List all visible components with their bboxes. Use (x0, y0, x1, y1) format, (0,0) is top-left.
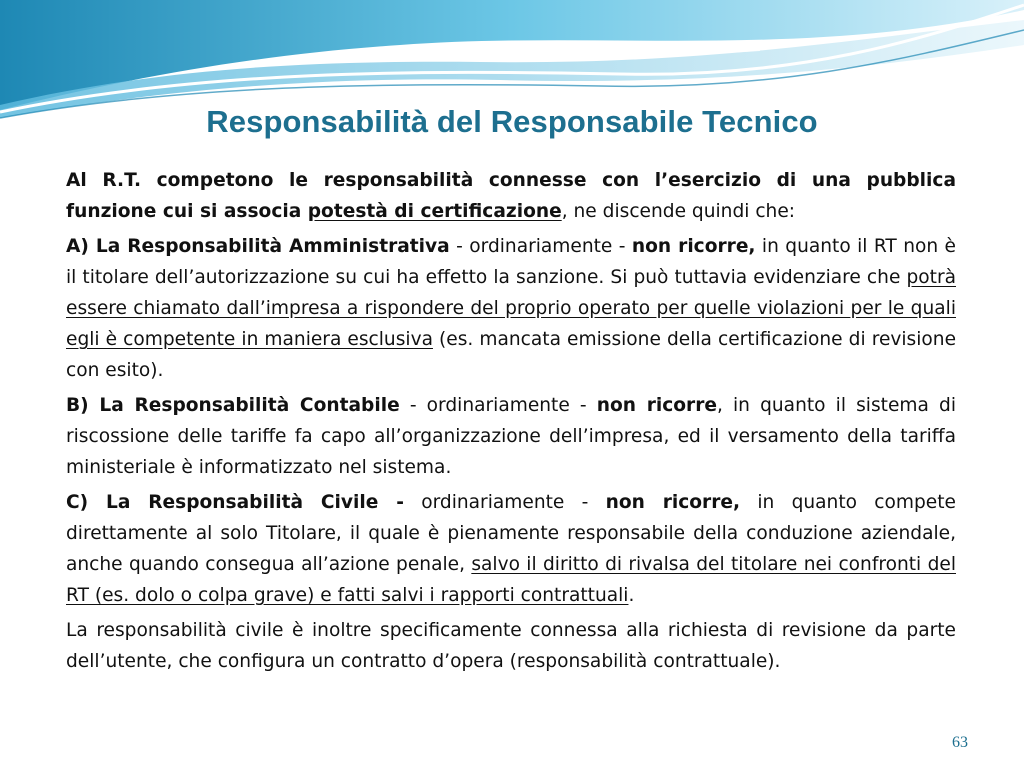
paragraph-a-text: in quanto il RT non è il titolare dell’autorizzazione su cui ha effetto la sanzione. Si può tuttavia evidenziare che (66, 236, 956, 288)
paragraph-c-label: C) La Responsabilità Civile - (66, 492, 404, 513)
paragraph-a-non-ricorre: non ricorre, (631, 236, 756, 257)
paragraph-a-mid: - ordinariamente - (449, 236, 632, 257)
intro-bold-text: Al R.T. competono le responsabilità connesse con l’esercizio di una pubblica funzione cui si associa (66, 170, 956, 222)
paragraph-a (66, 231, 956, 386)
paragraph-c-mid: ordinariamente - (403, 492, 606, 513)
intro-rest-text: , ne discende quindi che: (561, 201, 796, 222)
slide-body (66, 165, 956, 681)
page-number: 63 (952, 734, 968, 751)
paragraph-c (66, 487, 956, 611)
closing-paragraph: La responsabilità civile è inoltre specificamente connessa alla richiesta di revisione da parte dell’utente, che configura un contratto d’opera (responsabilità contrattuale). (66, 620, 956, 672)
slide-title: Responsabilità del Responsabile Tecnico (206, 104, 818, 139)
paragraph-a-end: (es. mancata emissione della certificazione di revisione con esito). (66, 329, 957, 381)
paragraph-b-text: , in quanto il sistema di riscossione delle tariffe fa capo all’organizzazione dell’impresa, ed il versamento della tariffa ministeriale è informatizzato nel sistema. (66, 395, 956, 478)
intro-underlined-text: potestà di certificazione (307, 201, 562, 222)
paragraph-a-label: A) La Responsabilità Amministrativa (66, 236, 450, 257)
paragraph-b (66, 390, 956, 483)
paragraph-c-underlined: salvo il diritto di rivalsa del titolare nei confronti del RT (es. dolo o colpa grave) e fatti salvi i rapporti contrattuali (66, 554, 956, 606)
paragraph-c-text: in quanto compete direttamente al solo Titolare, il quale è pienamente responsabile della conduzione aziendale, anche quando consegua all’azione penale, (66, 492, 956, 575)
paragraph-b-mid: - ordinariamente - (399, 395, 597, 416)
paragraph-c-end: . (628, 585, 635, 606)
paragraph-b-label: B) La Responsabilità Contabile (66, 395, 400, 416)
paragraph-a-underlined: potrà essere chiamato dall’impresa a rispondere del proprio operato per quelle violazioni per le quali egli è competente in maniera esclusiva (66, 267, 956, 350)
paragraph-c-non-ricorre: non ricorre, (605, 492, 741, 513)
intro-paragraph (66, 165, 956, 227)
paragraph-b-non-ricorre: non ricorre (596, 395, 717, 416)
